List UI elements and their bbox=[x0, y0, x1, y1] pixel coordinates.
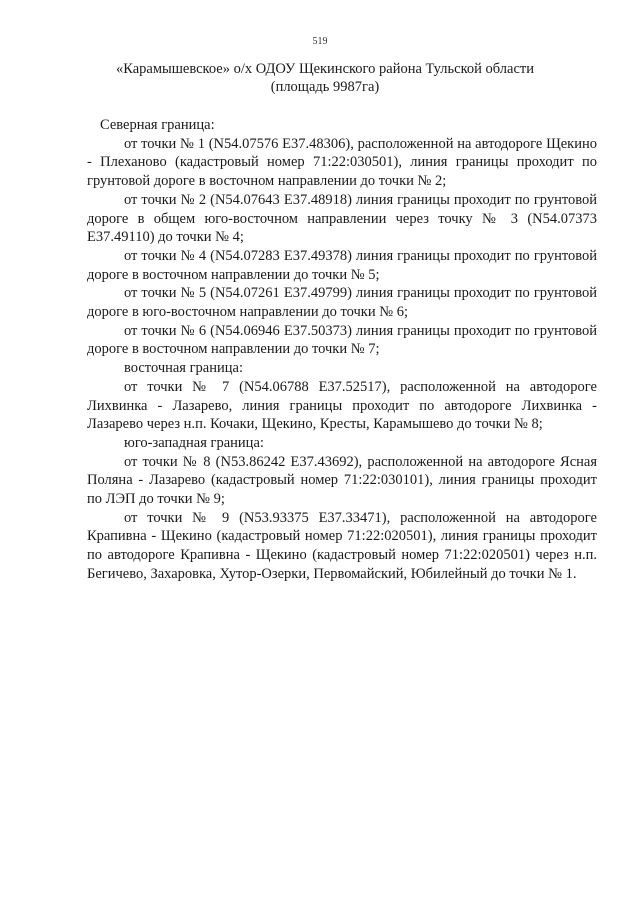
paragraph: от точки № 8 (N53.86242 E37.43692), расположенной на автодороге Ясная Поляна - Лазарево (кадастровый номер 71:22:030101), линия границы проходит по ЛЭП до точки № 9; bbox=[87, 453, 597, 508]
section-heading-east: восточная граница: bbox=[124, 360, 243, 377]
section-heading-north: Северная граница: bbox=[100, 117, 215, 133]
title-line-1: «Карамышевское» о/х ОДОУ Щекинского района Тульской области bbox=[115, 61, 534, 77]
paragraph: от точки № 5 (N54.07261 E37.49799) линия границы проходит по грунтовой дороге в юго-восточном направлении до точки № 6; bbox=[87, 285, 597, 321]
section-heading-southwest: юго-западная граница: bbox=[124, 434, 264, 451]
paragraph: от точки № 6 (N54.06946 E37.50373) линия границы проходит по грунтовой дороге в восточном направлении до точки № 7; bbox=[87, 322, 597, 358]
page-number: 519 bbox=[312, 36, 328, 47]
paragraph: от точки № 7 (N54.06788 E37.52517), расположенной на автодороге Лихвинка - Лазарево, линия границы проходит по автодороге Лихвинка - Лазарево через н.п. Кочаки, Щекино, Кресты, Карамышево до точки № 8; bbox=[87, 378, 597, 433]
document-body bbox=[87, 116, 597, 584]
paragraph: от точки № 4 (N54.07283 E37.49378) линия границы проходит по грунтовой дороге в восточном направлении до точки № 5; bbox=[87, 247, 597, 283]
document-title bbox=[60, 60, 590, 96]
title-line-2: (площадь 9987га) bbox=[270, 79, 380, 95]
paragraph: от точки № 2 (N54.07643 E37.48918) линия границы проходит по грунтовой дороге в общем юго-восточном направлении через точку № 3 (N54.07373 E37.49110) до точки № 4; bbox=[87, 191, 597, 246]
paragraph: от точки № 1 (N54.07576 E37.48306), расположенной на автодороге Щекино - Плехановo (кадастровый номер 71:22:030501), линия границы проходит по грунтовой дороге в восточном направлении до точки № 2; bbox=[87, 135, 597, 190]
paragraph: от точки № 9 (N53.93375 E37.33471), расположенной на автодороге Крапивна - Щекино (кадастровый номер 71:22:020501), линия границы проходит по автодороге Крапивна - Щекино (кадастровый номер 71:22:020501) через н.п. Бегичево, Захаровка, Хутор-Озерки, Первомайский, Юбилейный до точки № 1. bbox=[87, 509, 597, 582]
